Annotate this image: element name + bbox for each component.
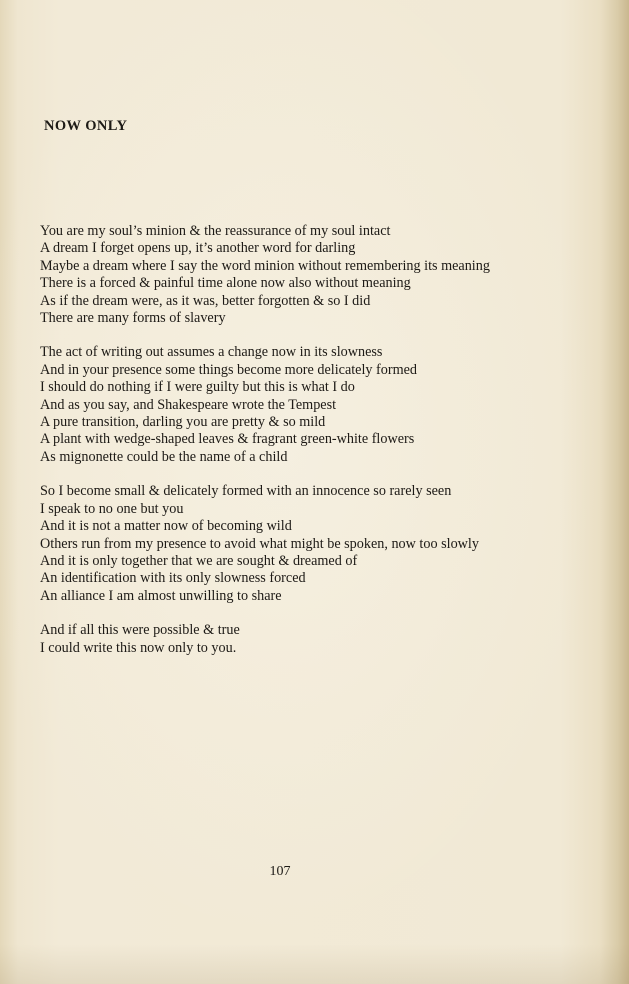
poem-line: There is a forced & painful time alone now also without meaning bbox=[40, 275, 411, 292]
poem-title: NOW ONLY bbox=[44, 118, 128, 134]
poem-line: And if all this were possible & true bbox=[40, 622, 240, 639]
poem-line: I speak to no one but you bbox=[40, 500, 184, 517]
stanza-1 bbox=[40, 223, 600, 327]
poem-line: An alliance I am almost unwilling to share bbox=[40, 587, 282, 604]
poem-line: Maybe a dream where I say the word minion without remembering its meaning bbox=[40, 257, 490, 274]
poem-line: A dream I forget opens up, it’s another word for darling bbox=[40, 240, 356, 257]
poem-line: Others run from my presence to avoid what might be spoken, now too slowly bbox=[40, 535, 479, 552]
poem-line: An identification with its only slowness forced bbox=[40, 570, 306, 587]
poem-line: As mignonette could be the name of a child bbox=[40, 448, 288, 465]
poem-line: And in your presence some things become more delicately formed bbox=[40, 361, 418, 378]
poem-line: A plant with wedge-shaped leaves & fragrant green-white flowers bbox=[40, 431, 415, 448]
poem-body bbox=[40, 223, 600, 674]
stanza-3 bbox=[40, 483, 600, 605]
stanza-2 bbox=[40, 344, 600, 466]
poem-line: There are many forms of slavery bbox=[40, 310, 226, 327]
poem-line: I should do nothing if I were guilty but this is what I do bbox=[40, 379, 355, 396]
poem-line: You are my soul’s minion & the reassurance of my soul intact bbox=[40, 223, 391, 239]
stanza-4 bbox=[40, 622, 600, 657]
poem-line: And it is only together that we are sought & dreamed of bbox=[40, 552, 358, 569]
page-number: 107 bbox=[269, 864, 291, 879]
poem-line: As if the dream were, as it was, better forgotten & so I did bbox=[40, 292, 371, 309]
poem-line: And it is not a matter now of becoming wild bbox=[40, 518, 292, 535]
poem-line: A pure transition, darling you are pretty & so mild bbox=[40, 414, 326, 431]
poem-line: So I become small & delicately formed with an innocence so rarely seen bbox=[40, 483, 452, 500]
poem-line: The act of writing out assumes a change now in its slowness bbox=[40, 344, 383, 361]
poem-line: I could write this now only to you. bbox=[40, 639, 237, 656]
poem-line: And as you say, and Shakespeare wrote the Tempest bbox=[40, 396, 337, 413]
